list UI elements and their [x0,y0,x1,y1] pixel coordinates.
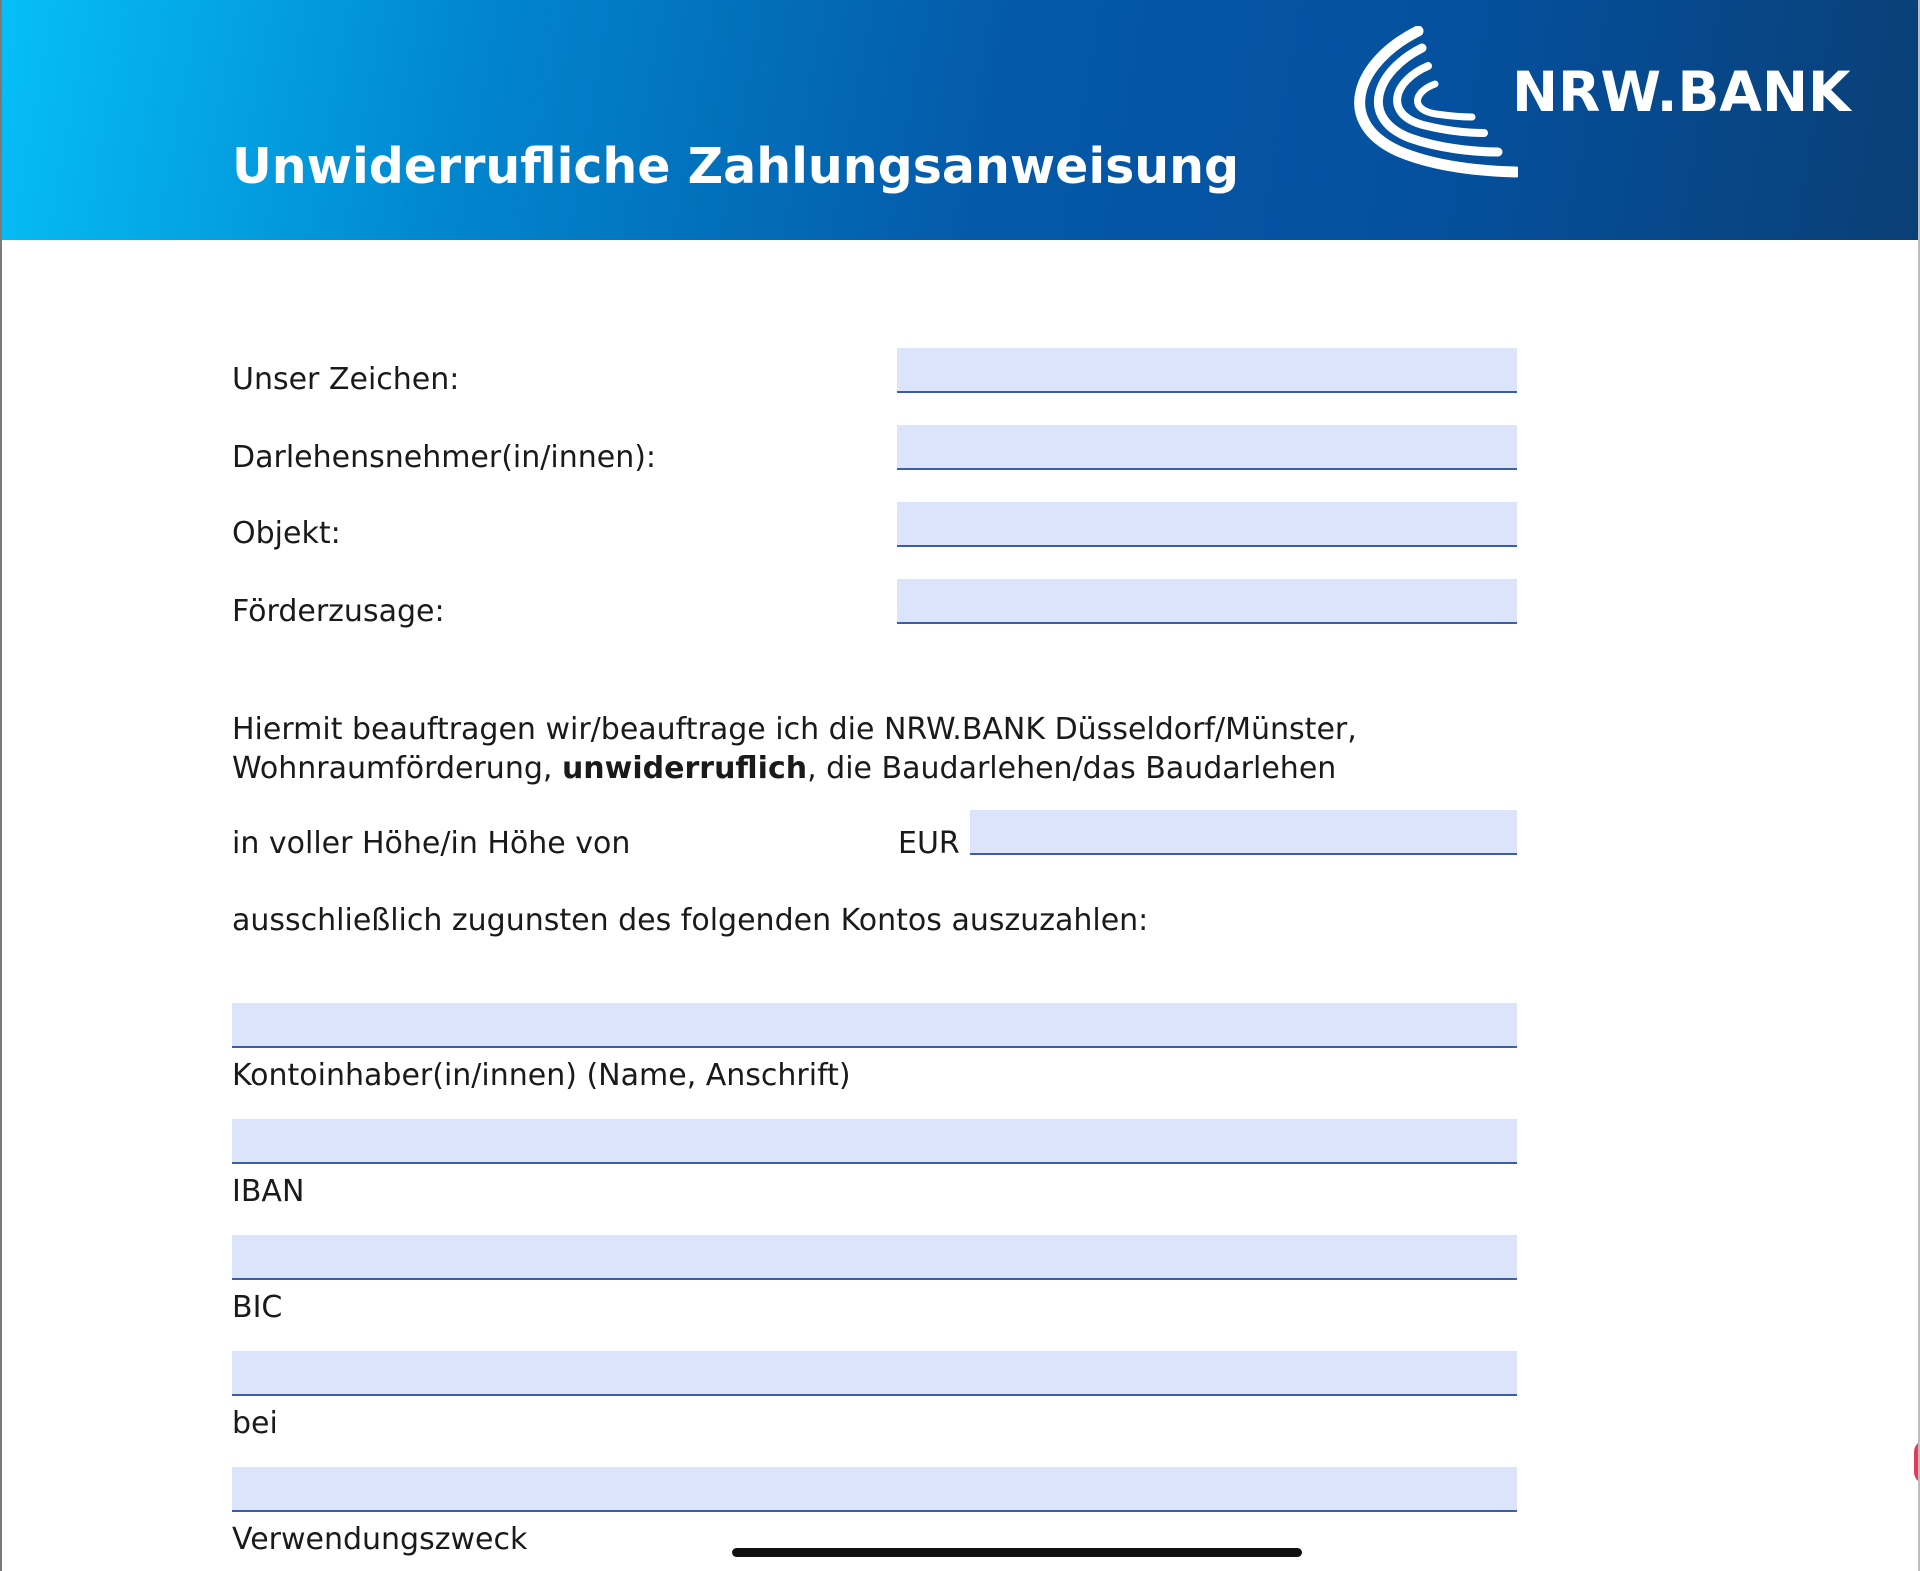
home-indicator-bar[interactable] [732,1548,1302,1557]
paragraph-line-2-suffix: , die Baudarlehen/das Baudarlehen [807,751,1337,786]
currency-label: EUR [898,826,960,861]
paragraph-line-2 [232,749,1357,788]
page-title: Unwiderrufliche Zahlungsanweisung [232,138,1240,195]
darlehensnehmer-field[interactable] [897,425,1517,470]
iban-field[interactable] [232,1119,1517,1164]
foerderzusage-field[interactable] [897,579,1517,624]
kontoinhaber-field[interactable] [232,1003,1517,1048]
nrw-bank-swoosh-icon [1338,26,1518,188]
unser-zeichen-field[interactable] [897,348,1517,393]
bei-field[interactable] [232,1351,1517,1396]
paragraph-line-2-prefix: Wohnraumförderung, [232,751,562,786]
nrw-bank-logo-text: NRW.BANK [1512,60,1851,124]
label-foerderzusage: Förderzusage: [232,594,445,629]
label-bei: bei [232,1406,278,1441]
objekt-field[interactable] [897,502,1517,547]
verwendungszweck-field[interactable] [232,1467,1517,1512]
edge-indicator-dot [1914,1440,1920,1484]
paragraph-line-1: Hiermit beauftragen wir/beauftrage ich die NRW.BANK Düsseldorf/Münster, [232,712,1357,747]
label-iban: IBAN [232,1174,305,1209]
header-banner [2,0,1920,240]
label-kontoinhaber: Kontoinhaber(in/innen) (Name, Anschrift) [232,1058,851,1093]
label-unser-zeichen: Unser Zeichen: [232,362,460,397]
account-intro-text: ausschließlich zugunsten des folgenden Kontos auszuzahlen: [232,903,1149,938]
label-bic: BIC [232,1290,283,1325]
label-objekt: Objekt: [232,516,341,551]
label-darlehensnehmer: Darlehensnehmer(in/innen): [232,440,657,475]
amount-field[interactable] [970,810,1517,855]
label-amount: in voller Höhe/in Höhe von [232,826,631,861]
instruction-paragraph [232,710,1357,788]
label-verwendungszweck: Verwendungszweck [232,1522,528,1557]
bic-field[interactable] [232,1235,1517,1280]
paragraph-bold-text: unwiderruflich [561,751,808,786]
